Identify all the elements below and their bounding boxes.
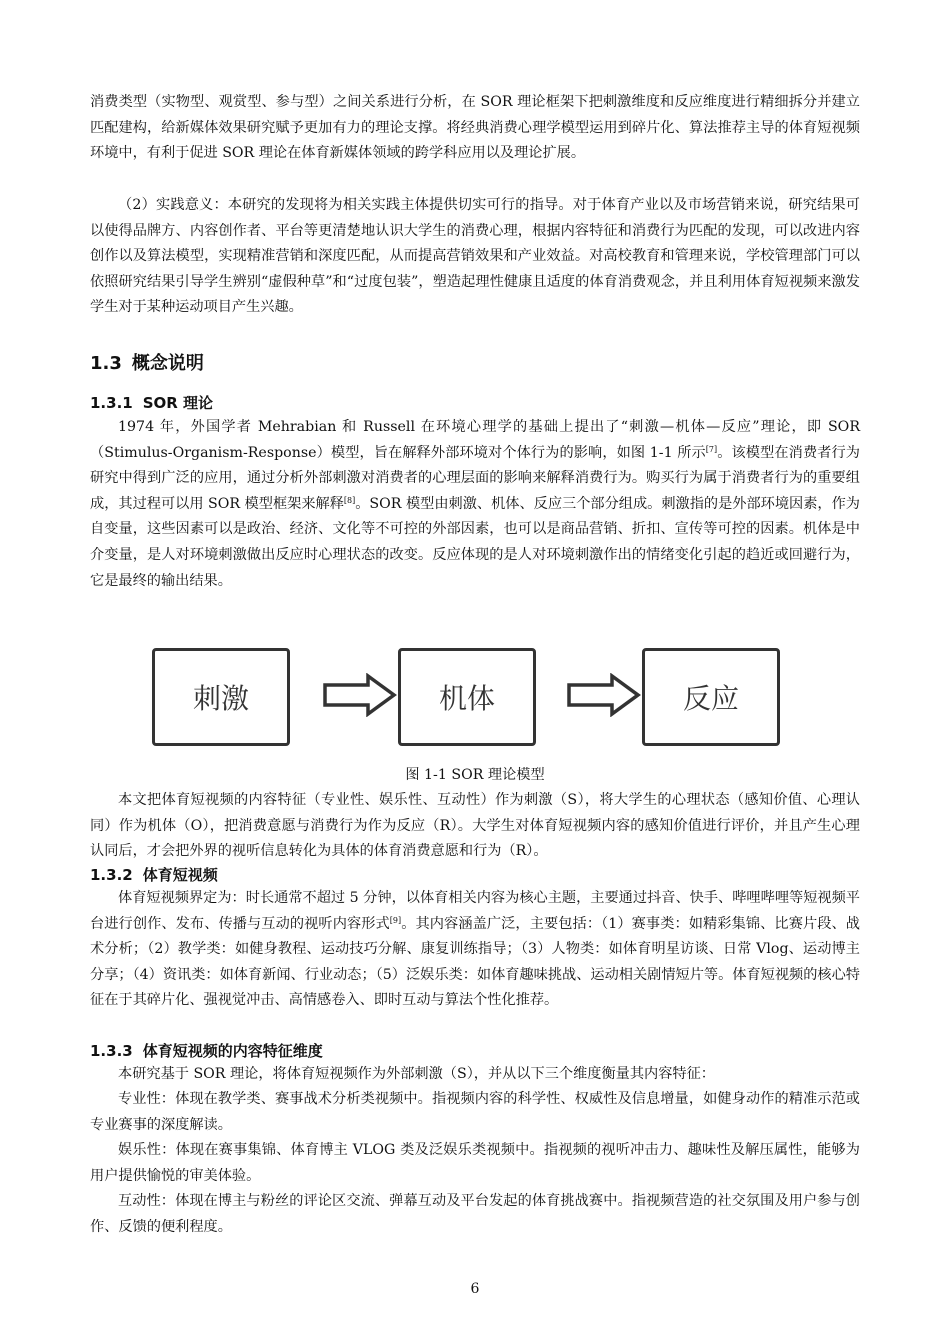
section-number: 1.3.2 bbox=[90, 866, 133, 884]
sports-video-paragraph bbox=[90, 886, 860, 1014]
stimulus-box: 刺激 bbox=[152, 648, 290, 746]
page-number: 6 bbox=[470, 1281, 480, 1297]
arrow-right-icon bbox=[322, 673, 398, 717]
interactivity-paragraph: 互动性：体现在博主与粉丝的评论区交流、弹幕互动及平台发起的体育挑战赛中。指视频营造的社交氛围及用户参与创作、反馈的便利程度。 bbox=[90, 1193, 860, 1235]
sports-video-text-part-2: 。其内容涵盖广泛，主要包括：（1）赛事类：如精彩集锦、比赛片段、战术分析；（2）教学类：如健身教程、运动技巧分解、康复训练指导；（3）人物类：如体育明星访谈、日常 Vlog、运动博主分享；（4）资讯类：如体育新闻、行业动态；（5）泛娱乐类：如体育趣味挑战、运动相关剧情短片等。体育短视频的核心特征在于其碎片化、强视觉冲击、高情感卷入、即时互动与算法个性化推荐。 bbox=[90, 915, 860, 1009]
sor-text-part-1: 1974 年，外国学者 Mehrabian 和 Russell 在环境心理学的基础上提出了“刺激—机体—反应”理论，即 SOR（Stimulus-Organism-Response）模型，旨在解释外部环境对个体行为的影响，如图 1-1 所示 bbox=[90, 419, 860, 461]
citation-ref: [9] bbox=[389, 915, 402, 925]
section-title: 体育短视频 bbox=[142, 866, 218, 884]
professionalism-paragraph: 专业性：体现在教学类、赛事战术分析类视频中。指视频内容的科学性、权威性及信息增量，如健身动作的精准示范或专业赛事的深度解读。 bbox=[90, 1091, 860, 1133]
sor-application-paragraph: 本文把体育短视频的内容特征（专业性、娱乐性、互动性）作为刺激（S），将大学生的心理状态（感知价值、心理认同）作为机体（O），把消费意愿与消费行为作为反应（R）。大学生对体育短视频内容的感知价值进行评价，并且产生心理认同后，才会把外界的视听信息转化为具体的体育消费意愿和行为（R）。 bbox=[90, 792, 860, 860]
figure-caption: 图 1-1 SOR 理论模型 bbox=[405, 767, 545, 783]
section-heading-1-3-2 bbox=[90, 864, 218, 886]
section-heading-1-3-1 bbox=[90, 392, 213, 414]
intro-paragraph-theory: 消费类型（实物型、观赏型、参与型）之间关系进行分析，在 SOR 理论框架下把刺激维度和反应维度进行精细拆分并建立匹配建构，给新媒体效果研究赋予更加有力的理论支撑。将经典消费心理学模型运用到碎片化、算法推荐主导的体育短视频环境中，有利于促进 SOR 理论在体育新媒体领域的跨学科应用以及理论扩展。 bbox=[90, 94, 860, 162]
organism-box: 机体 bbox=[398, 648, 536, 746]
section-number: 1.3.1 bbox=[90, 394, 133, 412]
sor-text-part-3: 。SOR 模型由刺激、机体、反应三个部分组成。刺激指的是外部环境因素，作为自变量，这些因素可以是政治、经济、文化等不可控的外部因素，也可以是商品营销、折扣、宣传等可控的因素。机体是中介变量，是人对环境刺激做出反应时心理状态的改变。反应体现的是人对环境刺激作出的情绪变化引起的趋近或回避行为，它是最终的输出结果。 bbox=[90, 495, 860, 589]
section-number: 1.3.3 bbox=[90, 1042, 133, 1060]
entertainment-paragraph: 娱乐性：体现在赛事集锦、体育博主 VLOG 类及泛娱乐类视频中。指视频的视听冲击力、趣味性及解压属性，能够为用户提供愉悦的审美体验。 bbox=[90, 1142, 860, 1184]
section-title: 概念说明 bbox=[131, 353, 204, 374]
sports-video-text-part-1: 体育短视频界定为：时长通常不超过 5 分钟，以体育相关内容为核心主题，主要通过抖音、快手、哔哩哔哩等短视频平台进行创作、发布、传播与互动的视听内容形式 bbox=[90, 890, 860, 932]
section-heading-1-3-3 bbox=[90, 1040, 323, 1062]
sor-theory-paragraph bbox=[90, 415, 860, 594]
response-box: 反应 bbox=[642, 648, 780, 746]
section-heading-1-3 bbox=[90, 352, 204, 376]
citation-ref: [7] bbox=[705, 444, 718, 454]
section-title: 体育短视频的内容特征维度 bbox=[142, 1042, 323, 1060]
sor-text-part-2: 。该模型在消费者行为研究中得到广泛的应用，通过分析外部刺激对消费者的心理层面的影响来解释消费行为。购买行为属于消费者行为的重要组成，其过程可以用 SOR 模型框架来解释 bbox=[90, 444, 860, 512]
dimension-intro-paragraph: 本研究基于 SOR 理论，将体育短视频作为外部刺激（S），并从以下三个维度衡量其内容特征： bbox=[118, 1066, 715, 1082]
citation-ref: [8] bbox=[343, 495, 356, 505]
sor-model-diagram bbox=[150, 646, 780, 746]
intro-paragraph-practice: （2）实践意义：本研究的发现将为相关实践主体提供切实可行的指导。对于体育产业以及市场营销来说，研究结果可以使得品牌方、内容创作者、平台等更清楚地认识大学生的消费心理，根据内容特征和消费行为匹配的发现，可以改进内容创作以及算法模型，实现精准营销和深度匹配，从而提高营销效果和产业效益。对高校教育和管理来说，学校管理部门可以依照研究结果引导学生辨别“虚假种草”和“过度包装”，塑造起理性健康且适度的体育消费观念，并且利用体育短视频来激发学生对于某种运动项目产生兴趣。 bbox=[90, 197, 860, 316]
section-title: SOR 理论 bbox=[142, 394, 214, 412]
arrow-right-icon bbox=[566, 673, 642, 717]
section-number: 1.3 bbox=[90, 353, 122, 374]
